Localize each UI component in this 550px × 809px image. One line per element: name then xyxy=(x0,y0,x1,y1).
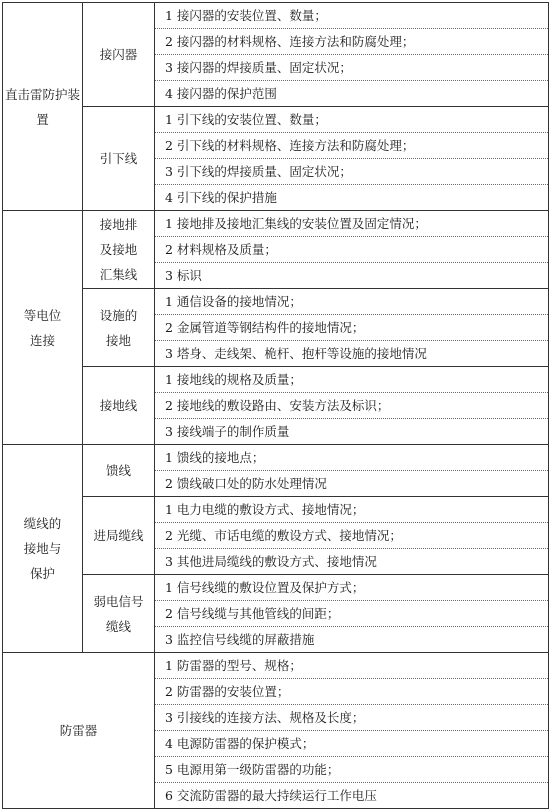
items-cell xyxy=(155,107,549,211)
list-item: 1 馈线的接地点； xyxy=(155,445,548,471)
list-item: 3 接闪器的焊接质量、固定状况； xyxy=(155,55,548,81)
table-row xyxy=(3,367,549,445)
list-item: 2 接地线的敷设路由、安装方法及标识； xyxy=(155,393,548,419)
table-row xyxy=(3,575,549,653)
items-cell xyxy=(155,289,549,367)
list-item: 2 馈线破口处的防水处理情况 xyxy=(165,476,327,491)
list-item: 1 防雷器的型号、规格； xyxy=(155,653,548,679)
list-item: 3 接线端子的制作质量 xyxy=(165,424,290,439)
subcategory-cell: 弱电信号缆线 xyxy=(83,575,155,653)
table-row xyxy=(3,289,549,367)
list-item: 1 引下线的安装位置、数量； xyxy=(155,107,548,133)
table-row xyxy=(3,211,549,289)
list-item: 3 引接线的连接方法、规格及长度； xyxy=(155,705,548,731)
list-item: 2 信号线缆与其他管线的间距； xyxy=(155,601,548,627)
category-cell: 防雷器 xyxy=(3,653,155,809)
subcategory-cell: 进局缆线 xyxy=(83,497,155,575)
list-item: 2 金属管道等钢结构件的接地情况； xyxy=(155,315,548,341)
subcategory-cell: 接闪器 xyxy=(83,3,155,107)
list-item: 1 接地线的规格及质量； xyxy=(155,367,548,393)
subcategory-cell: 引下线 xyxy=(83,107,155,211)
list-item: 2 材料规格及质量； xyxy=(155,237,548,263)
list-item: 1 接地排及接地汇集线的安装位置及固定情况； xyxy=(155,211,548,237)
list-item: 1 接闪器的安装位置、数量； xyxy=(155,3,548,29)
table-row xyxy=(3,497,549,575)
subcategory-cell: 接地排及接地汇集线 xyxy=(83,211,155,289)
items-cell xyxy=(155,575,549,653)
items-cell xyxy=(155,211,549,289)
table-row xyxy=(3,107,549,211)
items-cell xyxy=(155,367,549,445)
list-item: 4 接闪器的保护范围 xyxy=(165,86,277,101)
list-item: 6 交流防雷器的最大持续运行工作电压 xyxy=(165,788,377,803)
table-row xyxy=(3,653,549,809)
subcategory-cell: 馈线 xyxy=(83,445,155,497)
table-row xyxy=(3,445,549,497)
list-item: 3 引下线的焊接质量、固定状况； xyxy=(155,159,548,185)
items-cell xyxy=(155,445,549,497)
list-item: 2 防雷器的安装位置； xyxy=(155,679,548,705)
category-cell: 直击雷防护装置 xyxy=(3,3,83,211)
subcategory-cell: 接地线 xyxy=(83,367,155,445)
inspection-table xyxy=(2,2,549,809)
items-cell xyxy=(155,653,549,809)
list-item: 2 光缆、市话电缆的敷设方式、接地情况； xyxy=(155,523,548,549)
category-cell: 等电位连接 xyxy=(3,211,83,445)
list-item: 4 引下线的保护措施 xyxy=(165,190,277,205)
items-cell xyxy=(155,497,549,575)
subcategory-cell: 设施的接地 xyxy=(83,289,155,367)
list-item: 3 塔身、走线架、桅杆、抱杆等设施的接地情况 xyxy=(165,346,427,361)
list-item: 2 引下线的材料规格、连接方法和防腐处理； xyxy=(155,133,548,159)
list-item: 5 电源用第一级防雷器的功能； xyxy=(155,757,548,783)
list-item: 1 信号线缆的敷设位置及保护方式； xyxy=(155,575,548,601)
list-item: 3 其他进局缆线的敷设方式、接地情况 xyxy=(165,554,377,569)
table-row xyxy=(3,3,549,107)
items-cell xyxy=(155,3,549,107)
list-item: 3 标识 xyxy=(165,268,202,283)
list-item: 2 接闪器的材料规格、连接方法和防腐处理； xyxy=(155,29,548,55)
category-cell: 缆线的接地与保护 xyxy=(3,445,83,653)
list-item: 3 监控信号线缆的屏蔽措施 xyxy=(165,632,315,647)
list-item: 4 电源防雷器的保护模式； xyxy=(155,731,548,757)
list-item: 1 电力电缆的敷设方式、接地情况； xyxy=(155,497,548,523)
list-item: 1 通信设备的接地情况； xyxy=(155,289,548,315)
